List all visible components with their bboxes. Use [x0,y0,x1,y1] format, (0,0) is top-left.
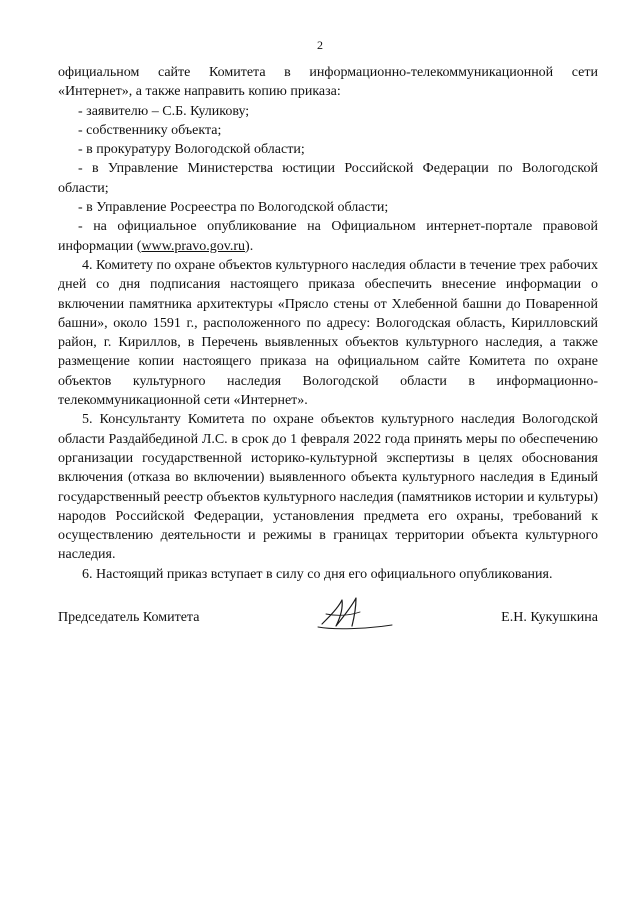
list-item-prosecutor: - в прокуратуру Вологодской области; [78,142,305,158]
paragraph-4: 4. Комитету по охране объектов культурного наследия области в течение трех рабочих дней со дня подписания настоящего приказа обеспечить внесение информации о включении памятника архитектуры «Прясло стены от Хлебенной башни до Поваренной башни», около 1591 г., расположенного по адресу: Вологодская область, Кирилловский район, г. Кириллов, в Перечень выявленных объектов культурного наследия, а также размещение копии настоящего приказа на официальном сайте Комитета по охране объектов культурного наследия Вологодской области в информационно-телекоммуникационной сети «Интернет». [58,257,598,409]
paragraph-5: 5. Консультанту Комитета по охране объектов культурного наследия Вологодской области Раздайбединой Л.С. в срок до 1 февраля 2022 года принять меры по обеспечению организации государственной историко-культурной экспертизы в целях обоснования включения (отказа во включении) выявленного объекта культурного наследия в Единый государственный реестр объектов культурного наследия (памятников истории и культуры) народов Российской Федерации, установления предмета его охраны, требований к осуществлению деятельности и режимы в границах территории объекта культурного наследия. [58,412,598,563]
pravo-link[interactable]: www.pravo.gov.ru [141,238,246,254]
handwritten-signature [316,594,396,632]
document-body [58,63,598,584]
publication-text: - на официальное опубликование на Официальном интернет-портале правовой информации ( [58,219,598,254]
signature-block [58,594,598,634]
list-item-owner: - собственнику объекта; [78,122,222,138]
publication-text-end: ). [245,238,254,254]
list-item-publication [58,217,598,256]
paragraph-continuation: официальном сайте Комитета в информационно-телекоммуникационной сети «Интернет», а также направить копию приказа: [58,65,598,100]
signatory-name: Е.Н. Кукушкина [501,610,598,625]
page-number: 2 [317,38,323,52]
list-item-applicant: - заявителю – С.Б. Куликову; [78,103,250,119]
list-item-rosreestr: - в Управление Росреестра по Вологодской области; [78,200,389,216]
list-item-ministry-justice: - в Управление Министерства юстиции Российской Федерации по Вологодской области; [58,161,598,196]
signatory-title: Председатель Комитета [58,610,200,625]
paragraph-6: 6. Настоящий приказ вступает в силу со дня его официального опубликования. [82,566,553,582]
